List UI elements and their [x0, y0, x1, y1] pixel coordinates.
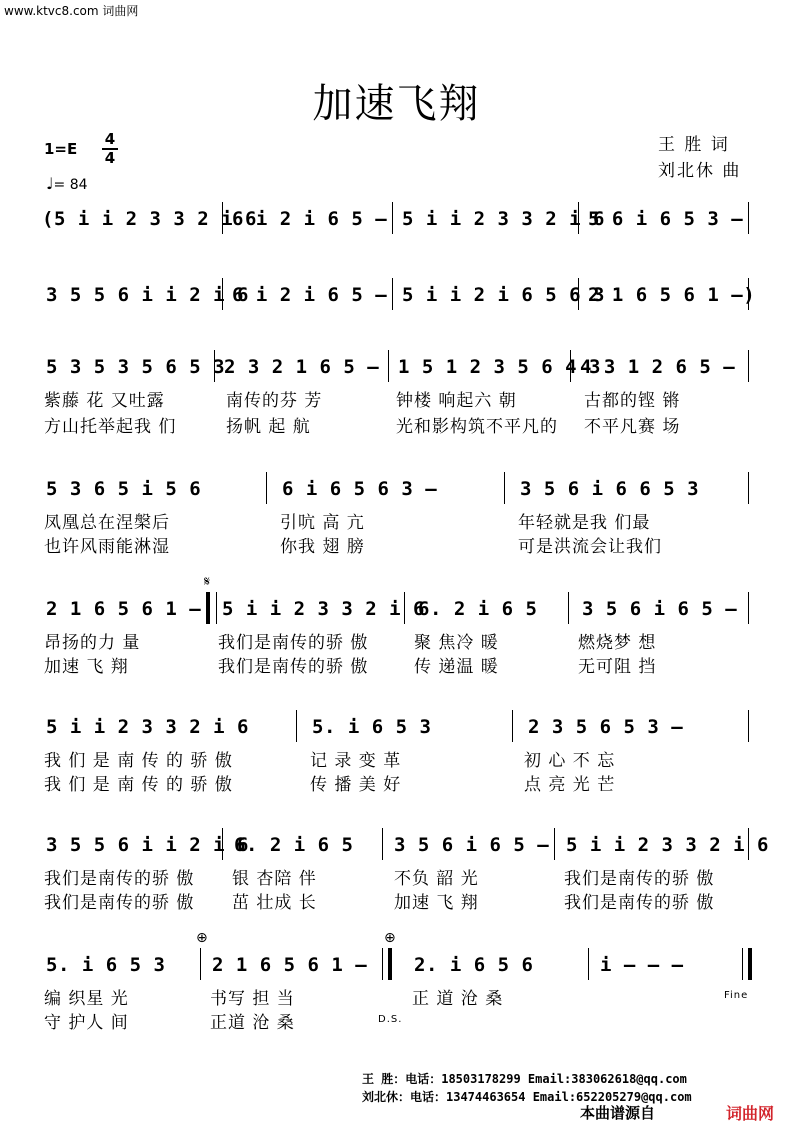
site-logo[interactable]: 词曲网	[726, 1104, 775, 1123]
measure: 3 5 5 6 i i 2 i 6	[46, 834, 249, 856]
coda-icon: ⊕	[196, 930, 208, 946]
lyric-verse-1: 紫藤 花 又吐露	[44, 391, 165, 411]
measure: 5 i i 2 3 3 2 i 6	[566, 834, 769, 856]
lyric-verse-1: 昂扬的力 量	[44, 633, 141, 653]
measure: 6. 2 i 6 5	[234, 834, 354, 856]
song-title: 加速飞翔	[312, 81, 481, 127]
score-row-5	[42, 598, 757, 628]
lyric-verse-2: 方山托举起我 们	[44, 417, 177, 437]
lyric-verse-1: 我们是南传的骄 傲	[44, 869, 195, 889]
ds-marking: D.S.	[378, 1014, 403, 1025]
measure: 2 1 6 5 6 1 –)	[588, 284, 756, 306]
measure: 3 5 5 6 i i 2 i 6	[46, 284, 249, 306]
source-note: 本曲谱源自	[580, 1104, 656, 1122]
lyric-verse-1: 我们是南传的骄 傲	[564, 869, 715, 889]
lyric-verse-1: 引吭 高 亢	[280, 513, 365, 533]
measure: 5 3 5 3 5 6 5 3	[46, 356, 226, 378]
lyric-verse-2: 传 递温 暖	[414, 657, 499, 677]
measure: 3 5 6 i 6 5 –	[394, 834, 550, 856]
lyric-verse-1: 记 录 变 革	[310, 751, 402, 771]
lyric-verse-2: 正道 沧 桑	[210, 1013, 295, 1033]
score-row-2	[42, 284, 757, 314]
contact-lyricist: 王 胜：电话：18503178299 Email:383062618@qq.com	[362, 1072, 687, 1086]
lyric-verse-1: 编 织星 光	[44, 989, 129, 1009]
measure: 2 1 6 5 6 1 –	[46, 598, 202, 620]
score-row-7	[42, 834, 769, 864]
fine-marking: Fine	[724, 990, 749, 1001]
lyric-verse-1: 聚 焦冷 暖	[414, 633, 499, 653]
composer-credit: 刘北休 曲	[658, 161, 742, 181]
lyric-verse-2: 不平凡赛 场	[584, 417, 681, 437]
lyric-verse-2: 无可阻 挡	[578, 657, 657, 677]
lyric-verse-1: 不负 韶 光	[394, 869, 479, 889]
score-row-1	[42, 208, 757, 238]
lyric-verse-2: 也许风雨能淋湿	[44, 537, 170, 557]
site-watermark: www.ktvc8.com 词曲网	[4, 4, 139, 18]
contact-composer: 刘北休：电话：13474463654 Email:652205279@qq.com	[362, 1090, 692, 1104]
measure: 3 5 6 i 6 5 –	[582, 598, 738, 620]
lyric-verse-2: 守 护人 间	[44, 1013, 129, 1033]
lyric-verse-1: 正 道 沧 桑	[412, 989, 504, 1009]
measure: 2 3 2 1 6 5 –	[224, 356, 380, 378]
measure: 2 1 6 5 6 1 –	[212, 954, 368, 976]
lyric-verse-2: 扬帆 起 航	[226, 417, 311, 437]
lyric-verse-2: 点 亮 光 芒	[524, 775, 616, 795]
lyric-verse-2: 我们是南传的骄 傲	[44, 893, 195, 913]
measure: 5. i 6 5 3	[46, 954, 166, 976]
measure: 5 3 6 5 i 5 6	[46, 478, 202, 500]
measure: 6 i 6 5 6 3 –	[282, 478, 438, 500]
measure: 5 i i 2 3 3 2 i 6	[402, 208, 605, 230]
lyric-verse-2: 加速 飞 翔	[44, 657, 129, 677]
time-signature-top: 4	[104, 130, 116, 148]
lyric-verse-2: 我们是南传的骄 傲	[564, 893, 715, 913]
lyric-verse-2: 光和影构筑不平凡的	[396, 417, 558, 437]
measure: 6 i 2 i 6 5 –	[232, 284, 388, 306]
score-row-4	[42, 478, 757, 508]
score-row-8	[42, 954, 757, 984]
lyric-verse-2: 你我 翅 膀	[280, 537, 365, 557]
tempo-marking: ♩= 84	[46, 174, 88, 193]
lyric-verse-1: 书写 担 当	[210, 989, 295, 1009]
time-signature	[102, 132, 118, 166]
measure: 5 i i 2 i 6 5 6 3	[402, 284, 605, 306]
lyric-verse-1: 年轻就是我 们最	[518, 513, 651, 533]
measure: 5 i i 2 3 3 2 i 6	[46, 716, 249, 738]
lyric-verse-1: 南传的芬 芳	[226, 391, 323, 411]
lyric-verse-2: 我们是南传的骄 傲	[218, 657, 369, 677]
measure: 6. 2 i 6 5	[418, 598, 538, 620]
lyric-verse-2: 茁 壮成 长	[232, 893, 317, 913]
coda-icon: ⊕	[384, 930, 396, 946]
lyricist-credit: 王 胜 词	[658, 135, 730, 155]
lyric-verse-1: 钟楼 响起六 朝	[396, 391, 517, 411]
measure: 4 3 1 2 6 5 –	[580, 356, 736, 378]
segno-icon: 𝄋	[204, 574, 211, 590]
measure: 2 3 5 6 5 3 –	[528, 716, 684, 738]
measure: 1 5 1 2 3 5 6 4 3	[398, 356, 601, 378]
measure: (5 i i 2 3 3 2 i 6	[42, 208, 257, 230]
lyric-verse-1: 凤凰总在涅槃后	[44, 513, 170, 533]
measure: 5 6 i 6 5 3 –	[588, 208, 744, 230]
lyric-verse-2: 传 播 美 好	[310, 775, 402, 795]
measure: i – – –	[600, 954, 684, 976]
measure: 3 5 6 i 6 6 5 3	[520, 478, 700, 500]
lyric-verse-2: 加速 飞 翔	[394, 893, 479, 913]
lyric-verse-1: 我 们 是 南 传 的 骄 傲	[44, 751, 233, 771]
lyric-verse-1: 燃烧梦 想	[578, 633, 657, 653]
lyric-verse-1: 初 心 不 忘	[524, 751, 616, 771]
score-row-3	[42, 356, 757, 386]
measure: 5. i 6 5 3	[312, 716, 432, 738]
lyric-verse-1: 古都的铿 锵	[584, 391, 681, 411]
time-signature-bottom: 4	[104, 149, 116, 167]
score-row-6	[42, 716, 757, 746]
measure: 5 i i 2 3 3 2 i 6	[222, 598, 425, 620]
measure: 2. i 6 5 6	[414, 954, 534, 976]
lyric-verse-1: 银 杏陪 伴	[232, 869, 317, 889]
lyric-verse-2: 我 们 是 南 传 的 骄 傲	[44, 775, 233, 795]
quarter-note-icon: ♩	[46, 174, 54, 193]
measure: 6 i 2 i 6 5 –	[232, 208, 388, 230]
lyric-verse-1: 我们是南传的骄 傲	[218, 633, 369, 653]
lyric-verse-2: 可是洪流会让我们	[518, 537, 662, 557]
key-signature: 1=E	[44, 140, 78, 158]
